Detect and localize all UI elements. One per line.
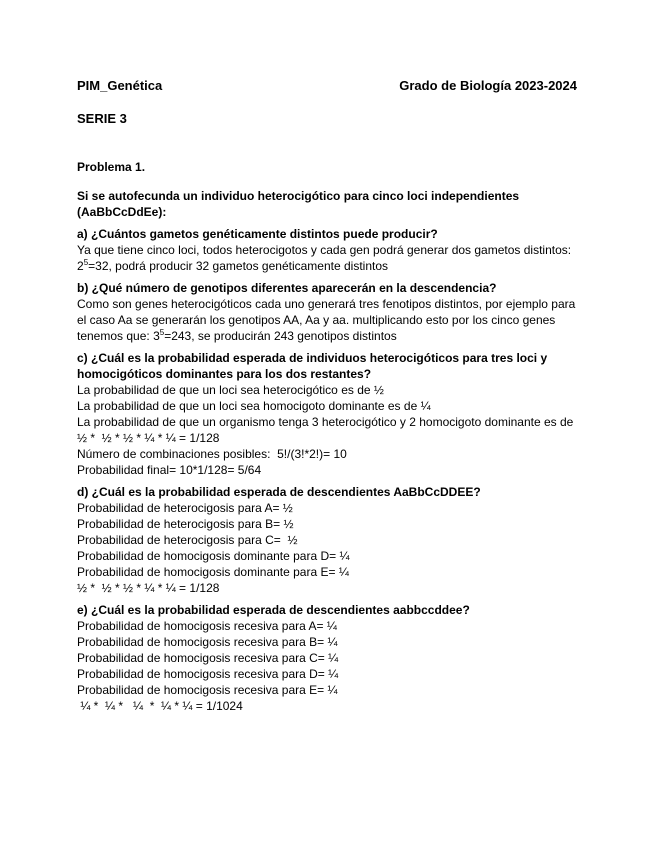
power-base: 2 bbox=[77, 259, 84, 273]
page-header bbox=[77, 78, 577, 94]
answer-line: La probabilidad de que un loci sea homocigoto dominante es de ¼ bbox=[77, 399, 431, 413]
document-body bbox=[77, 159, 577, 714]
question-a bbox=[77, 226, 577, 274]
question-c bbox=[77, 350, 577, 478]
answer-line: La probabilidad de que un organismo tenga 3 heterocigótico y 2 homocigoto dominante es de ½ * ½ * ½ * ¼ * ¼ = 1/128 bbox=[77, 415, 577, 445]
answer-line: ½ * ½ * ½ * ¼ * ¼ = 1/128 bbox=[77, 581, 220, 595]
serie-title: SERIE 3 bbox=[77, 111, 127, 126]
answer-text: =32, podrá producir 32 gametos genéticamente distintos bbox=[88, 259, 388, 273]
header-course: PIM_Genética bbox=[77, 78, 163, 93]
question-e-title: e) ¿Cuál es la probabilidad esperada de descendientes aabbccddee? bbox=[77, 603, 470, 617]
problem-intro: Si se autofecunda un individuo heterocigótico para cinco loci independientes (AaBbCcDdEe): bbox=[77, 189, 520, 219]
answer-text: Como son genes heterocigóticos cada uno generará tres fenotipos distintos, por ejemplo para el caso Aa se generarán los genotipos AA, Aa y aa. multiplicando esto por los cinco genes tenemos que: bbox=[77, 297, 576, 343]
power-exponent: 5 bbox=[83, 258, 89, 267]
answer-line: Probabilidad de heterocigosis para C= ½ bbox=[77, 533, 298, 547]
header-degree-year: Grado de Biología 2023-2024 bbox=[399, 78, 577, 93]
answer-line: Probabilidad final= 10*1/128= 5/64 bbox=[77, 463, 262, 477]
answer-line: Número de combinaciones posibles: 5!/(3!*2!)= 10 bbox=[77, 447, 347, 461]
answer-line: ¼ * ¼ * ¼ * ¼ * ¼ = 1/1024 bbox=[77, 699, 243, 713]
question-a-title: a) ¿Cuántos gametos genéticamente distintos puede producir? bbox=[77, 227, 438, 241]
question-b-answer bbox=[77, 296, 577, 344]
question-a-answer-line bbox=[77, 258, 577, 274]
power-exponent: 5 bbox=[159, 328, 165, 337]
question-e bbox=[77, 602, 577, 714]
question-d bbox=[77, 484, 577, 596]
power-base: 3 bbox=[153, 329, 160, 343]
question-d-title: d) ¿Cuál es la probabilidad esperada de descendientes AaBbCcDDEE? bbox=[77, 485, 481, 499]
question-a-answer-line: Ya que tiene cinco loci, todos heterocigotos y cada gen podrá generar dos gametos distintos: bbox=[77, 243, 572, 257]
answer-line: Probabilidad de homocigosis dominante para E= ¼ bbox=[77, 565, 349, 579]
question-c-title: c) ¿Cuál es la probabilidad esperada de individuos heterocigóticos para tres loci y homocigóticos dominantes para los dos restantes? bbox=[77, 351, 548, 381]
answer-line: Probabilidad de heterocigosis para A= ½ bbox=[77, 501, 293, 515]
answer-text: =243, se producirán 243 genotipos distintos bbox=[164, 329, 397, 343]
answer-line: Probabilidad de heterocigosis para B= ½ bbox=[77, 517, 294, 531]
answer-line: Probabilidad de homocigosis recesiva para D= ¼ bbox=[77, 667, 339, 681]
question-b-title: b) ¿Qué número de genotipos diferentes aparecerán en la descendencia? bbox=[77, 281, 497, 295]
answer-line: Probabilidad de homocigosis recesiva para C= ¼ bbox=[77, 651, 339, 665]
answer-line: Probabilidad de homocigosis recesiva para E= ¼ bbox=[77, 683, 338, 697]
answer-line: Probabilidad de homocigosis recesiva para A= ¼ bbox=[77, 619, 337, 633]
question-b bbox=[77, 280, 577, 344]
answer-line: Probabilidad de homocigosis recesiva para B= ¼ bbox=[77, 635, 338, 649]
answer-line: La probabilidad de que un loci sea heterocigótico es de ½ bbox=[77, 383, 384, 397]
problem-title: Problema 1. bbox=[77, 160, 146, 174]
answer-line: Probabilidad de homocigosis dominante para D= ¼ bbox=[77, 549, 350, 563]
